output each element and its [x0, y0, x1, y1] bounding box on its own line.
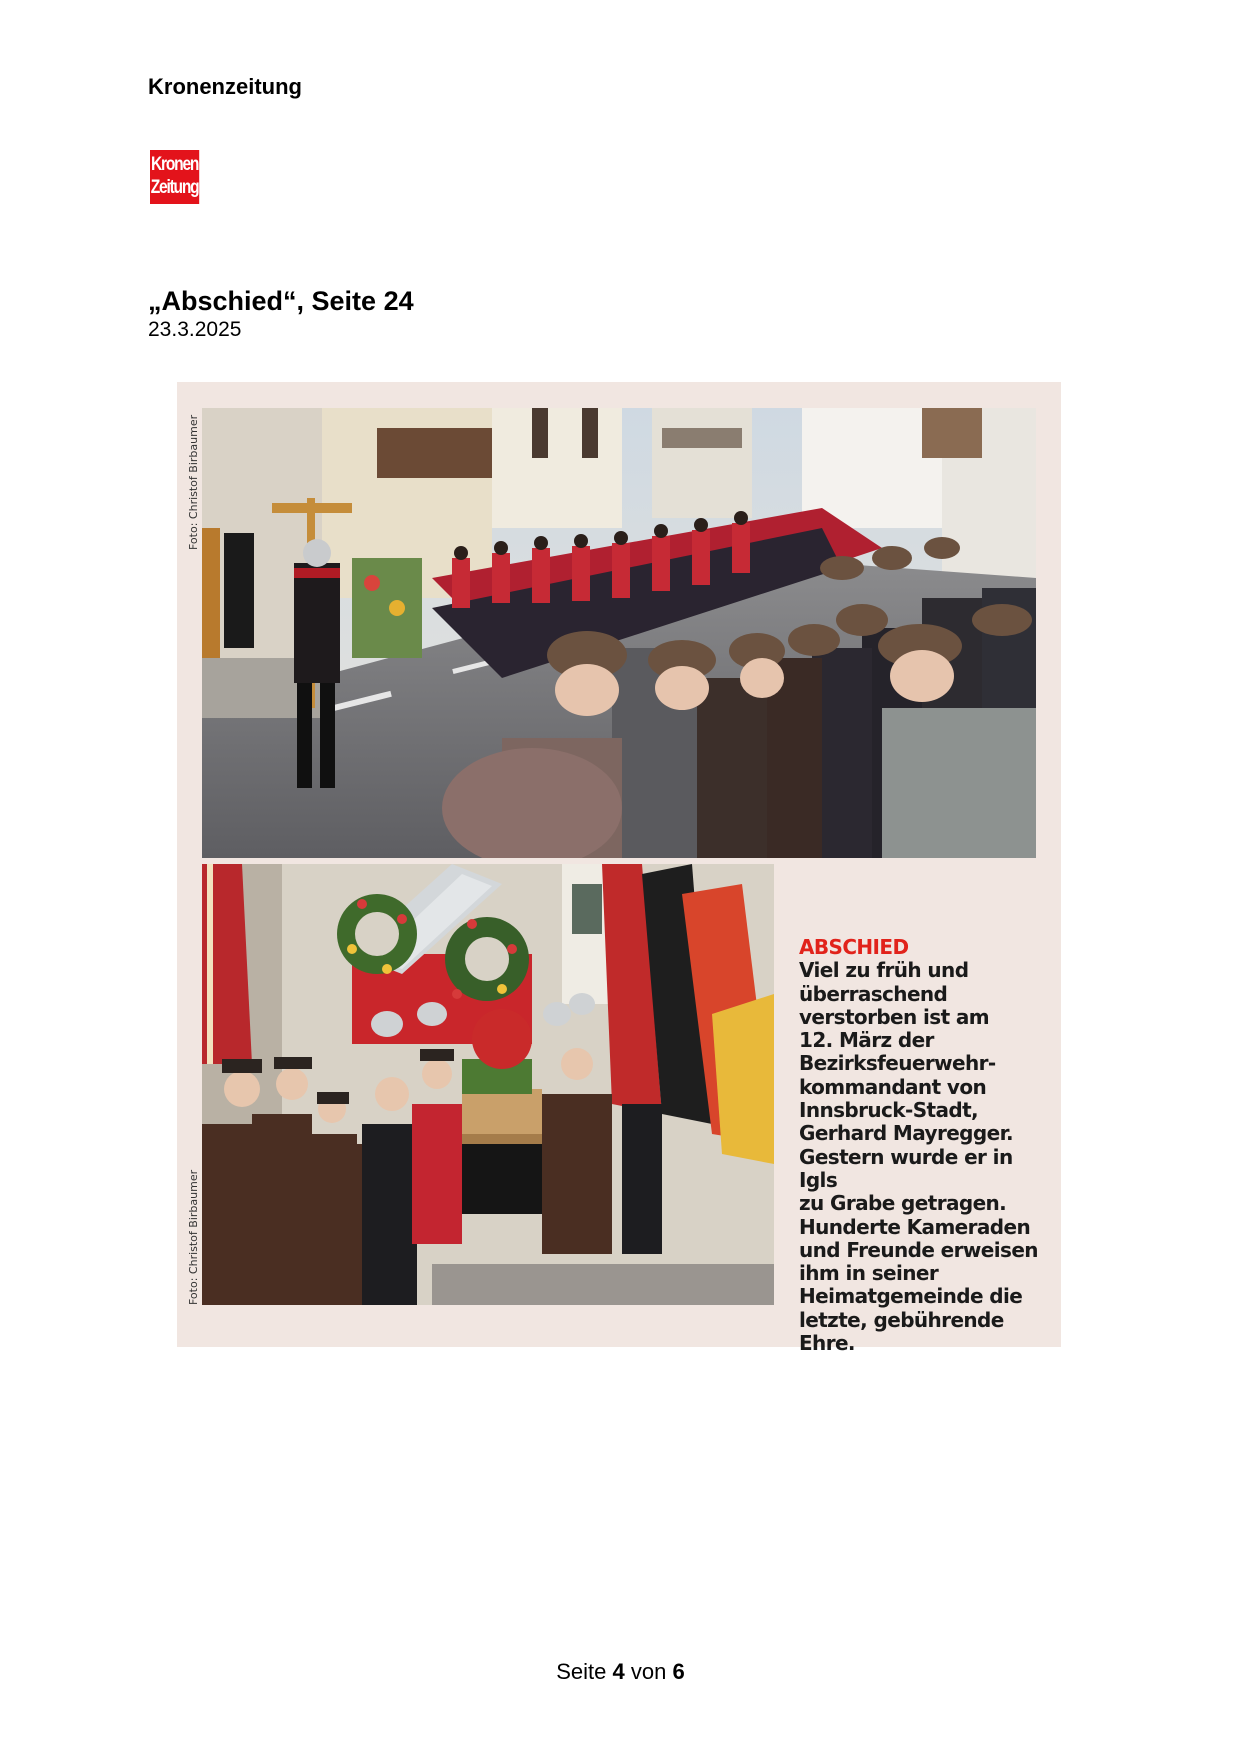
kronen-zeitung-logo: Kronen Zeitung: [150, 150, 199, 204]
photo-funeral-procession: [202, 408, 1036, 858]
article-headline: „Abschied“, Seite 24: [148, 286, 414, 316]
footer-page-total: 6: [672, 1659, 685, 1684]
photo-credit-top: Foto: Christof Birbaumer: [187, 414, 200, 550]
photo-credit-bottom: Foto: Christof Birbaumer: [187, 1169, 200, 1305]
newspaper-clipping: [177, 382, 1061, 1356]
page-footer: [0, 1659, 1241, 1685]
photo-caption: [799, 936, 1049, 1355]
footer-middle: von: [630, 1659, 667, 1684]
caption-body: Viel zu früh und überraschend verstorben ist am 12. März der Bezirksfeuerwehr- kommandant von Innsbruck-Stadt, Gerhard Mayregger. Gestern wurde er in Igls zu Grabe getragen. Hunderte Kameraden und Freunde erweisen ihm in seiner Heimatgemeinde die letzte, gebührende Ehre.: [799, 958, 1038, 1356]
caption-title: ABSCHIED: [799, 935, 909, 959]
photo-coffin-with-firefighters: [202, 864, 774, 1305]
article-date: 23.3.2025: [148, 318, 242, 341]
footer-page-number: 4: [612, 1659, 625, 1684]
publication-name: Kronenzeitung: [148, 74, 302, 99]
footer-prefix: Seite: [556, 1659, 607, 1684]
